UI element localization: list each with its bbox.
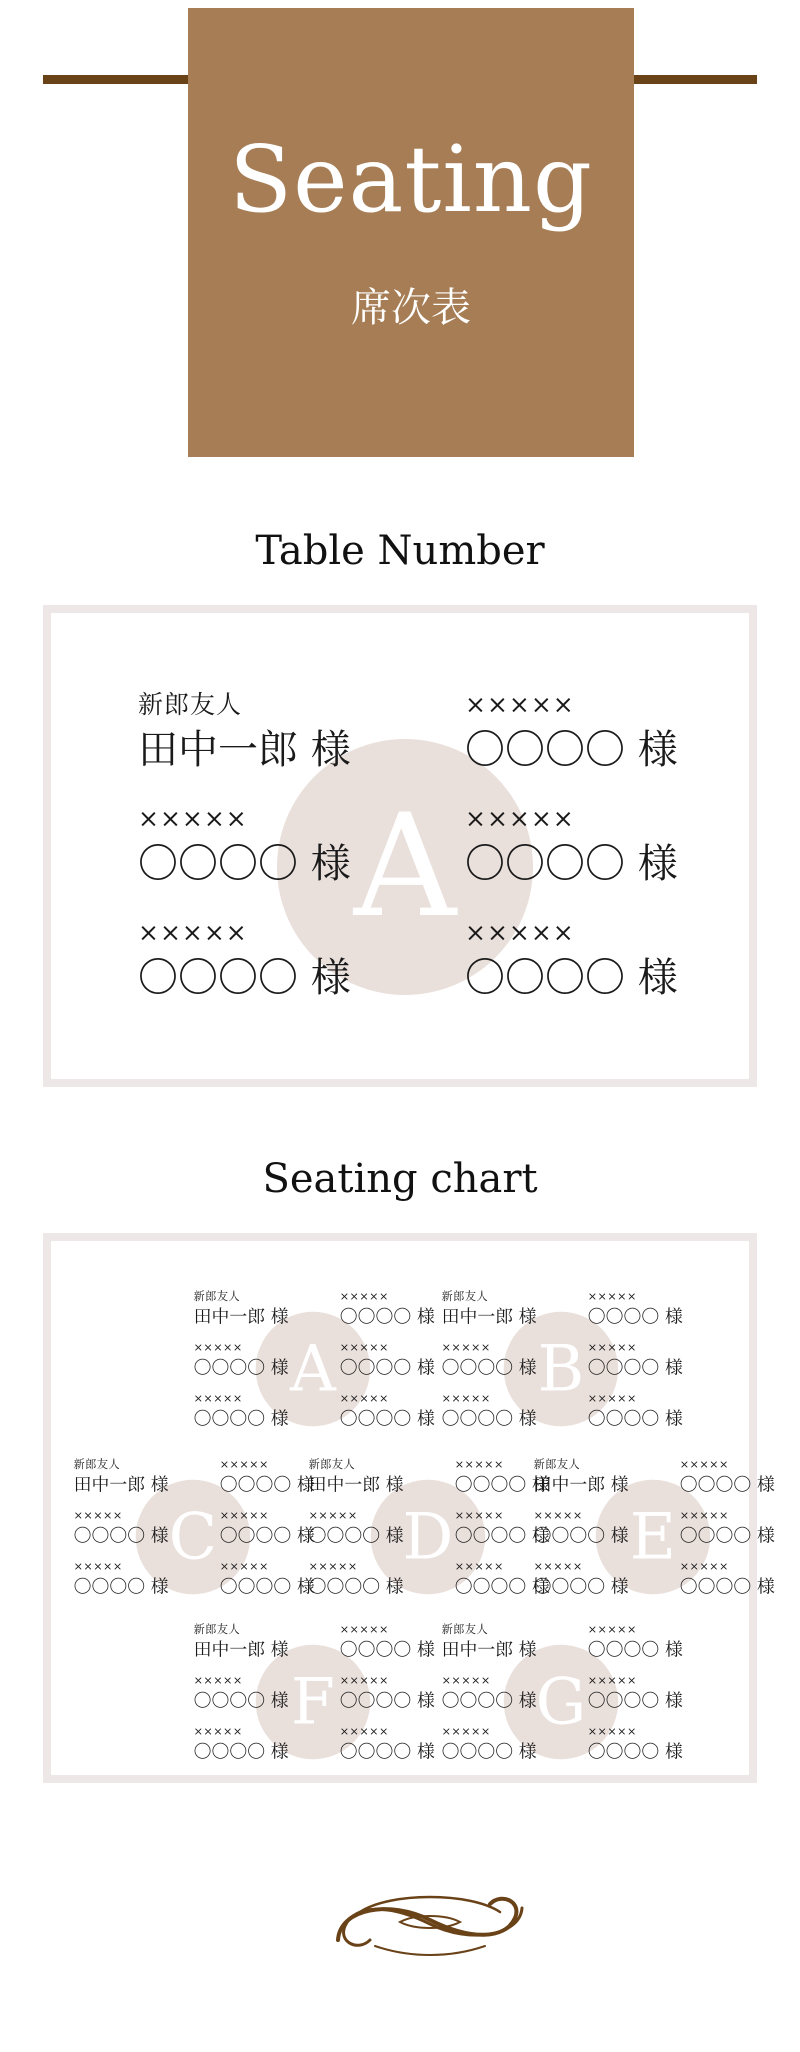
guest-name: 〇〇〇〇 様 <box>219 1525 315 1546</box>
table-letter: A <box>353 784 457 949</box>
guest-relation: ××××× <box>679 1559 729 1573</box>
guest-relation: ××××× <box>219 1457 269 1471</box>
guest-group <box>74 1508 177 1548</box>
guest-relation: ××××× <box>193 1673 243 1687</box>
guest-name: 〇〇〇〇 様 <box>219 1474 315 1495</box>
guest-group <box>534 1508 637 1548</box>
guest-name: 〇〇〇〇 様 <box>193 1690 289 1711</box>
guest-relation: ××××× <box>533 1508 583 1522</box>
guest-relation: ××××× <box>73 1508 123 1522</box>
guest-name: 〇〇〇〇 様 <box>219 1576 315 1597</box>
page-title: Seating <box>229 126 593 233</box>
guest-relation: ××××× <box>138 918 248 947</box>
guest-group <box>138 688 368 778</box>
guest-name: 〇〇〇〇 様 <box>587 1741 683 1762</box>
guest-group <box>588 1724 691 1764</box>
guest-relation: 新郎友人 <box>193 1622 241 1636</box>
guest-group <box>194 1289 297 1329</box>
table-number-heading: Table Number <box>255 528 545 574</box>
guest-group <box>465 802 695 892</box>
guest-relation: ××××× <box>138 804 248 833</box>
table-letter: F <box>290 1664 335 1739</box>
guest-name: 〇〇〇〇 様 <box>454 1576 550 1597</box>
table-card-F <box>190 1622 440 1774</box>
guest-group <box>680 1457 783 1497</box>
header-banner <box>188 8 634 457</box>
guest-relation: ××××× <box>193 1340 243 1354</box>
guest-group <box>442 1340 545 1380</box>
table-letter: D <box>402 1499 454 1574</box>
guest-group <box>442 1391 545 1431</box>
guest-group <box>340 1673 443 1713</box>
guest-name: 田中一郎 様 <box>441 1639 537 1660</box>
guest-name: 〇〇〇〇 様 <box>441 1408 537 1429</box>
guest-group <box>340 1391 443 1431</box>
guest-group <box>74 1457 177 1497</box>
guest-name: 田中一郎 様 <box>533 1474 629 1495</box>
guest-name: 〇〇〇〇 様 <box>679 1576 775 1597</box>
guest-group <box>680 1508 783 1548</box>
guest-group <box>465 688 695 778</box>
guest-group <box>588 1340 691 1380</box>
guest-name: 〇〇〇〇 様 <box>587 1408 683 1429</box>
table-card-B <box>438 1289 688 1441</box>
guest-relation: ××××× <box>441 1724 491 1738</box>
guest-group <box>588 1289 691 1329</box>
guest-group <box>465 916 695 1006</box>
table-card-C <box>70 1457 320 1609</box>
guest-group <box>442 1622 545 1662</box>
table-card-A <box>190 1289 440 1441</box>
guest-relation: ××××× <box>73 1559 123 1573</box>
guest-relation: ××××× <box>587 1673 637 1687</box>
guest-name: 〇〇〇〇 様 <box>138 955 351 1001</box>
guest-group <box>588 1622 691 1662</box>
guest-relation: ××××× <box>465 804 575 833</box>
table-letter: C <box>168 1499 218 1574</box>
guest-relation: ××××× <box>679 1508 729 1522</box>
table-card-G <box>438 1622 688 1774</box>
header-rule-right <box>634 75 757 84</box>
guest-relation: ××××× <box>308 1508 358 1522</box>
guest-group <box>588 1673 691 1713</box>
page-subtitle: 席次表 <box>351 285 471 331</box>
guest-relation: ××××× <box>465 690 575 719</box>
guest-group <box>442 1673 545 1713</box>
guest-relation: 新郎友人 <box>441 1622 489 1636</box>
guest-name: 田中一郎 様 <box>193 1306 289 1327</box>
guest-relation: ××××× <box>308 1559 358 1573</box>
table-card-E <box>530 1457 780 1609</box>
guest-name: 〇〇〇〇 様 <box>308 1525 404 1546</box>
guest-relation: ××××× <box>587 1340 637 1354</box>
guest-name: 田中一郎 様 <box>441 1306 537 1327</box>
guest-name: 〇〇〇〇 様 <box>454 1474 550 1495</box>
guest-name: 〇〇〇〇 様 <box>587 1306 683 1327</box>
seating-chart-heading: Seating chart <box>262 1156 538 1202</box>
guest-relation: ××××× <box>533 1559 583 1573</box>
guest-relation: ××××× <box>339 1289 389 1303</box>
table-card-D <box>305 1457 555 1609</box>
guest-name: 〇〇〇〇 様 <box>339 1690 435 1711</box>
guest-relation: ××××× <box>193 1391 243 1405</box>
guest-group <box>340 1340 443 1380</box>
guest-group <box>194 1673 297 1713</box>
guest-name: 田中一郎 様 <box>138 727 351 773</box>
guest-relation: 新郎友人 <box>193 1289 241 1303</box>
guest-relation: ××××× <box>339 1391 389 1405</box>
guest-name: 〇〇〇〇 様 <box>441 1357 537 1378</box>
guest-name: 〇〇〇〇 様 <box>339 1306 435 1327</box>
guest-name: 〇〇〇〇 様 <box>441 1690 537 1711</box>
guest-relation: ××××× <box>465 918 575 947</box>
guest-relation: ××××× <box>587 1289 637 1303</box>
guest-group <box>138 802 368 892</box>
table-card-A-large <box>130 688 690 1028</box>
guest-name: 〇〇〇〇 様 <box>308 1576 404 1597</box>
guest-relation: ××××× <box>219 1559 269 1573</box>
guest-name: 〇〇〇〇 様 <box>138 841 351 887</box>
guest-relation: ××××× <box>679 1457 729 1471</box>
guest-name: 〇〇〇〇 様 <box>193 1357 289 1378</box>
guest-group <box>340 1622 443 1662</box>
guest-group <box>442 1289 545 1329</box>
guest-name: 田中一郎 様 <box>308 1474 404 1495</box>
guest-relation: ××××× <box>454 1508 504 1522</box>
guest-relation: 新郎友人 <box>533 1457 581 1471</box>
guest-relation: ××××× <box>441 1340 491 1354</box>
guest-group <box>309 1559 412 1599</box>
guest-group <box>588 1391 691 1431</box>
guest-relation: ××××× <box>339 1340 389 1354</box>
guest-relation: ××××× <box>339 1724 389 1738</box>
table-letter: A <box>290 1331 336 1406</box>
guest-name: 〇〇〇〇 様 <box>73 1525 169 1546</box>
guest-relation: ××××× <box>587 1622 637 1636</box>
guest-name: 〇〇〇〇 様 <box>465 841 678 887</box>
guest-name: 〇〇〇〇 様 <box>454 1525 550 1546</box>
guest-group <box>680 1559 783 1599</box>
guest-relation: ××××× <box>441 1391 491 1405</box>
guest-group <box>309 1457 412 1497</box>
guest-group <box>309 1508 412 1548</box>
table-letter: E <box>629 1499 677 1574</box>
guest-name: 〇〇〇〇 様 <box>533 1525 629 1546</box>
guest-name: 〇〇〇〇 様 <box>193 1741 289 1762</box>
guest-name: 〇〇〇〇 様 <box>339 1639 435 1660</box>
guest-relation: ××××× <box>339 1622 389 1636</box>
guest-relation: ××××× <box>441 1673 491 1687</box>
guest-name: 〇〇〇〇 様 <box>73 1576 169 1597</box>
guest-name: 〇〇〇〇 様 <box>679 1474 775 1495</box>
flourish-ornament-icon <box>330 1878 530 1968</box>
guest-name: 〇〇〇〇 様 <box>339 1741 435 1762</box>
guest-relation: 新郎友人 <box>308 1457 356 1471</box>
guest-group <box>194 1724 297 1764</box>
table-letter: G <box>535 1664 587 1739</box>
guest-group <box>534 1457 637 1497</box>
guest-relation: 新郎友人 <box>138 690 243 719</box>
guest-group <box>340 1724 443 1764</box>
guest-group <box>442 1724 545 1764</box>
guest-relation: ××××× <box>587 1724 637 1738</box>
guest-name: 〇〇〇〇 様 <box>587 1639 683 1660</box>
guest-group <box>534 1559 637 1599</box>
guest-relation: ××××× <box>339 1673 389 1687</box>
guest-group <box>194 1391 297 1431</box>
guest-name: 〇〇〇〇 様 <box>465 727 678 773</box>
guest-name: 〇〇〇〇 様 <box>587 1690 683 1711</box>
guest-name: 〇〇〇〇 様 <box>193 1408 289 1429</box>
guest-group <box>194 1622 297 1662</box>
guest-name: 〇〇〇〇 様 <box>441 1741 537 1762</box>
guest-name: 〇〇〇〇 様 <box>587 1357 683 1378</box>
guest-name: 田中一郎 様 <box>73 1474 169 1495</box>
guest-relation: ××××× <box>454 1559 504 1573</box>
guest-relation: 新郎友人 <box>73 1457 121 1471</box>
guest-name: 〇〇〇〇 様 <box>679 1525 775 1546</box>
guest-relation: ××××× <box>219 1508 269 1522</box>
guest-relation: 新郎友人 <box>441 1289 489 1303</box>
guest-name: 〇〇〇〇 様 <box>339 1408 435 1429</box>
guest-relation: ××××× <box>454 1457 504 1471</box>
guest-group <box>194 1340 297 1380</box>
guest-relation: ××××× <box>193 1724 243 1738</box>
guest-name: 〇〇〇〇 様 <box>465 955 678 1001</box>
guest-group <box>74 1559 177 1599</box>
guest-name: 〇〇〇〇 様 <box>339 1357 435 1378</box>
guest-relation: ××××× <box>587 1391 637 1405</box>
table-letter: B <box>537 1331 585 1406</box>
guest-name: 〇〇〇〇 様 <box>533 1576 629 1597</box>
guest-group <box>340 1289 443 1329</box>
guest-name: 田中一郎 様 <box>193 1639 289 1660</box>
guest-group <box>138 916 368 1006</box>
header-rule-left <box>43 75 188 84</box>
